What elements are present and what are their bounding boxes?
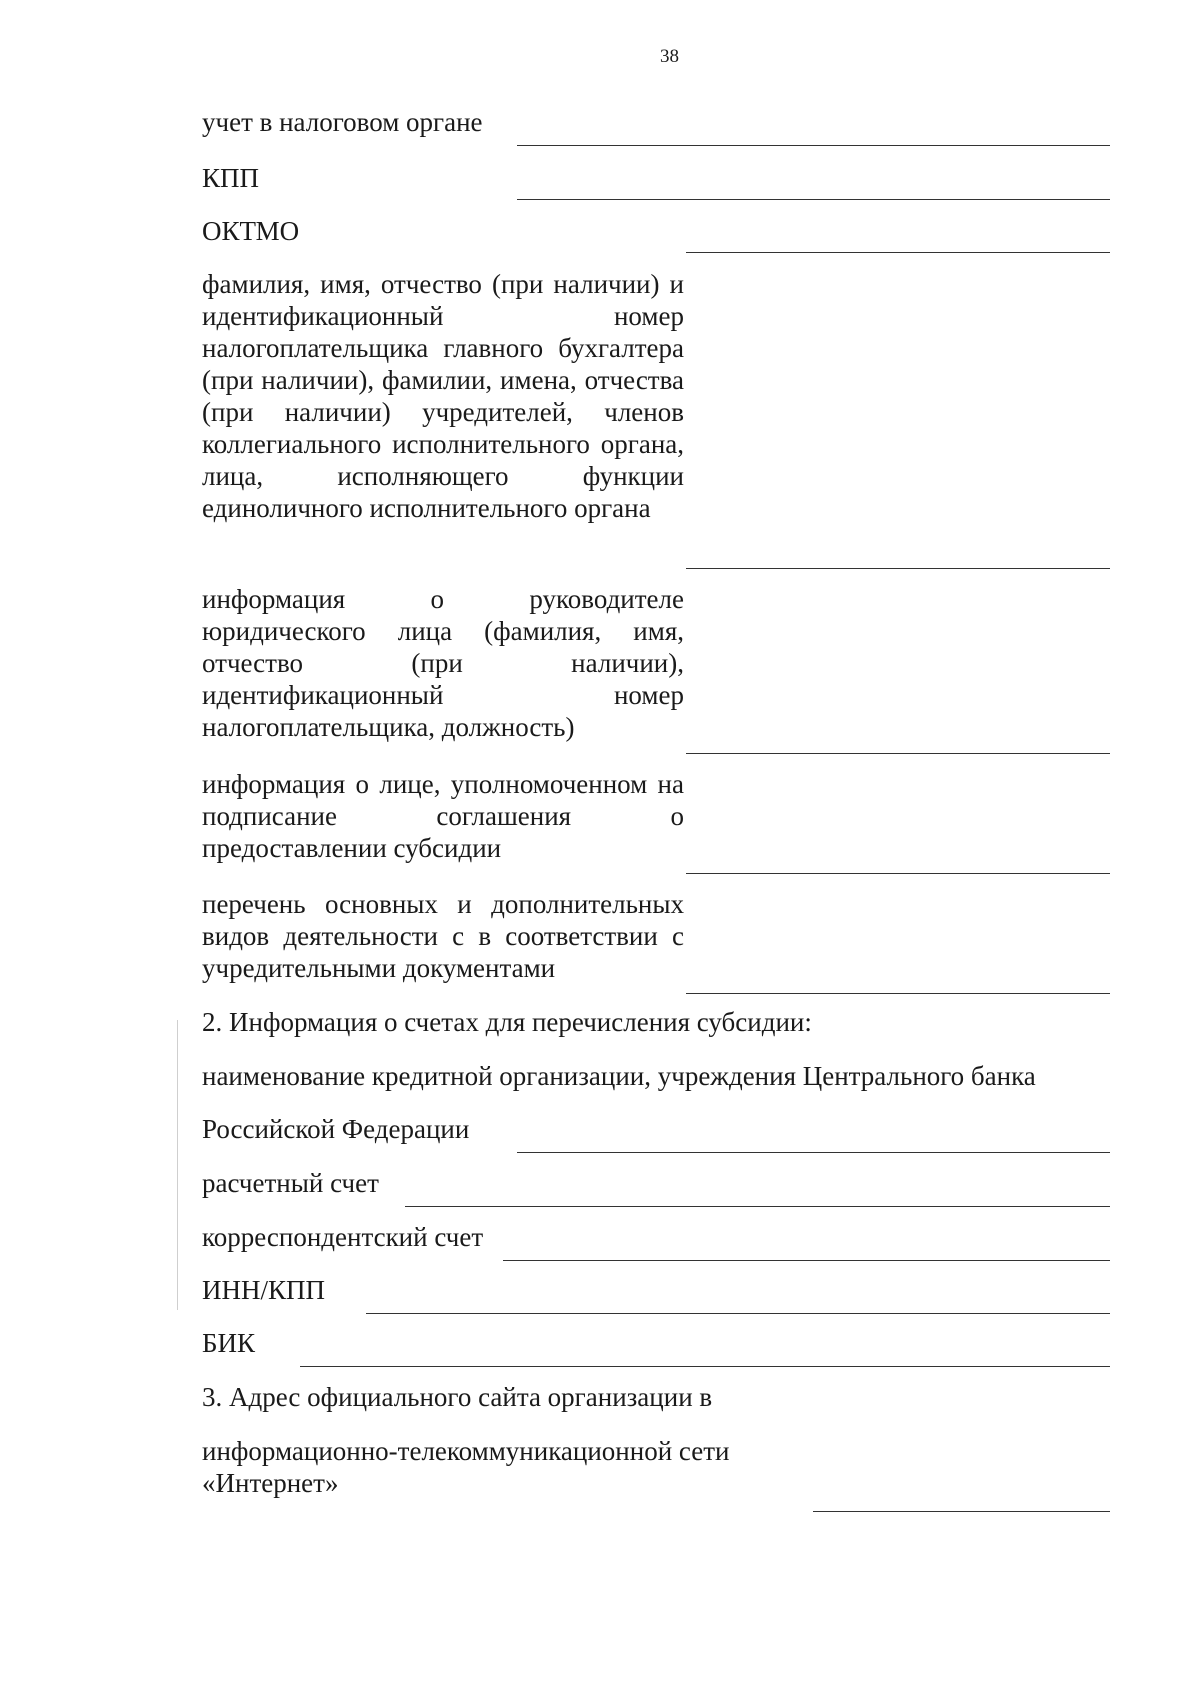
- activities-label: перечень основных и дополнительных видов деятельности с в соответствии с учредительными документами: [202, 889, 684, 983]
- bik-field[interactable]: [300, 1366, 1110, 1367]
- page-number: 38: [660, 46, 679, 67]
- network-label: информационно-телекоммуникационной сети «Интернет»: [202, 1436, 730, 1498]
- bik-label: БИК: [202, 1328, 256, 1358]
- margin-mark: [177, 1020, 178, 1310]
- activities-field[interactable]: [686, 993, 1110, 994]
- inn-kpp-label: ИНН/КПП: [202, 1275, 326, 1305]
- director-label: информация о руководителе юридического лица (фамилия, имя, отчество (при наличии), идентификационный номер налогоплательщика, должность): [202, 584, 684, 742]
- website-heading: 3. Адрес официального сайта организации в: [202, 1382, 713, 1412]
- director-field[interactable]: [686, 753, 1110, 754]
- accounts-heading: 2. Информация о счетах для перечисления субсидии:: [202, 1007, 812, 1037]
- website-field[interactable]: [813, 1511, 1110, 1512]
- founders-field[interactable]: [686, 568, 1110, 569]
- settlement-account-label: расчетный счет: [202, 1168, 379, 1198]
- oktmo-field[interactable]: [686, 252, 1110, 253]
- settlement-account-field[interactable]: [405, 1206, 1110, 1207]
- inn-kpp-field[interactable]: [366, 1313, 1110, 1314]
- kpp-label: КПП: [202, 163, 260, 193]
- bank-name-label-line2: Российской Федерации: [202, 1114, 470, 1144]
- oktmo-label: ОКТМО: [202, 216, 300, 246]
- bank-name-label-line1: наименование кредитной организации, учреждения Центрального банка: [202, 1061, 1036, 1091]
- tax-registration-label: учет в налоговом органе: [202, 107, 483, 137]
- tax-registration-field[interactable]: [517, 145, 1110, 146]
- signatory-field[interactable]: [686, 873, 1110, 874]
- kpp-field[interactable]: [517, 199, 1110, 200]
- correspondent-account-field[interactable]: [503, 1260, 1110, 1261]
- signatory-label: информация о лице, уполномоченном на подписание соглашения о предоставлении субсидии: [202, 769, 684, 863]
- bank-name-field[interactable]: [517, 1152, 1110, 1153]
- founders-label: фамилия, имя, отчество (при наличии) и идентификационный номер налогоплательщика главного бухгалтера (при наличии), фамилии, имена, отчества (при наличии) учредителей, членов коллегиального исполнительного органа, лица, исполняющего функции единоличного исполнительного органа: [202, 269, 684, 523]
- correspondent-account-label: корреспондентский счет: [202, 1222, 484, 1252]
